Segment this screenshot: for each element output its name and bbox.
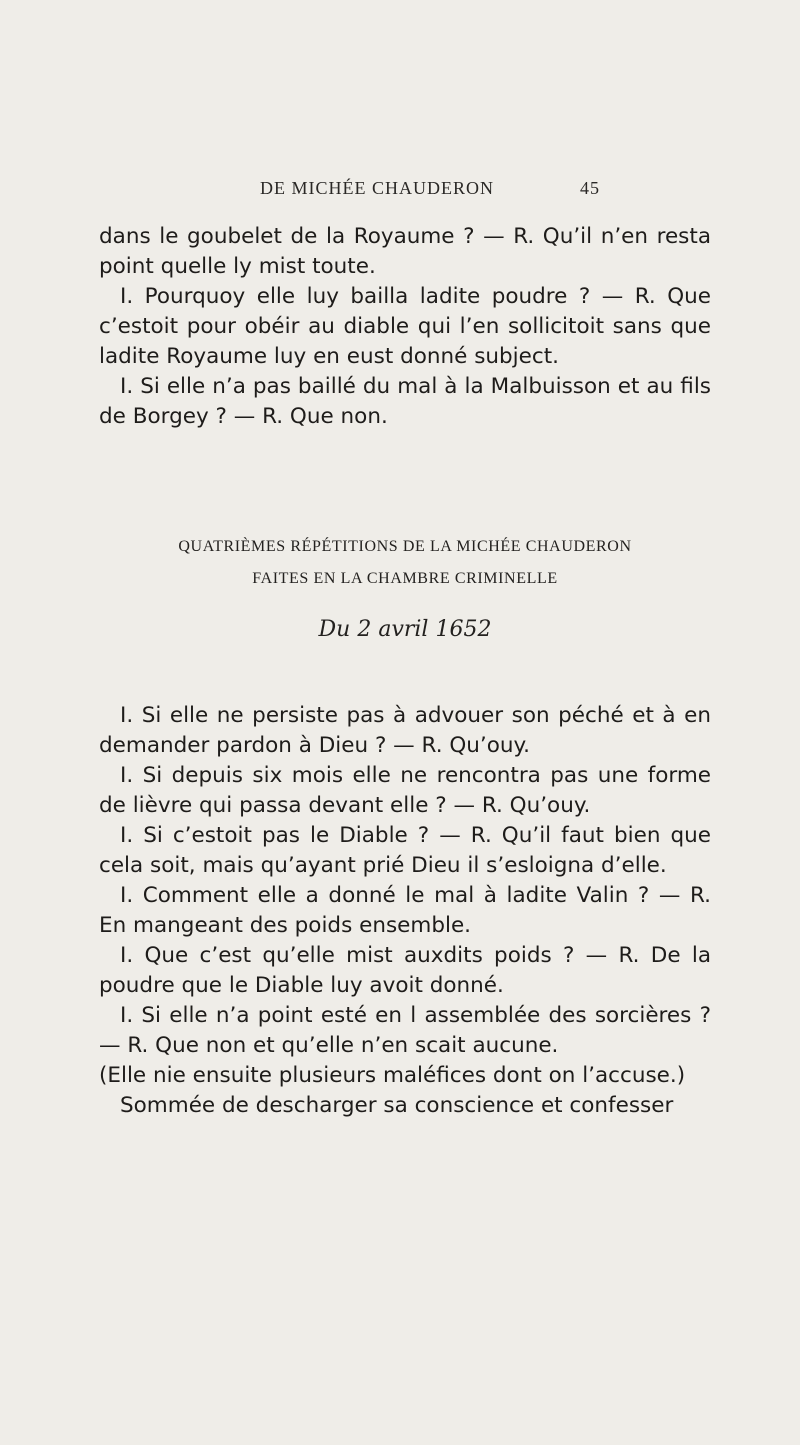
- running-title: DE MICHÉE CHAUDERON: [260, 178, 494, 198]
- text-block-bottom: [99, 701, 711, 1121]
- paragraph: I. Pourquoy elle luy bailla ladite poudre ? — R. Que c’estoit pour obéir au diable qui l’en sollicitoit sans que ladite Royaume luy en eust donné subject.: [99, 284, 711, 369]
- paragraph: (Elle nie ensuite plusieurs maléfices dont on l’accuse.): [99, 1063, 686, 1088]
- page-number: 45: [580, 178, 600, 198]
- text-block-top: [99, 222, 711, 432]
- paragraph: I. Comment elle a donné le mal à ladite Valin ? — R. En mangeant des poids ensemble.: [99, 883, 711, 938]
- section-heading: [99, 537, 711, 642]
- paragraph: I. Si elle n’a pas baillé du mal à la Malbuisson et au fils de Borgey ? — R. Que non.: [99, 374, 711, 429]
- paragraph: I. Si c’estoit pas le Diable ? — R. Qu’il faut bien que cela soit, mais qu’ayant prié Dieu il s’esloigna d’elle.: [99, 823, 711, 878]
- heading-line-1: QUATRIÈMES RÉPÉTITIONS DE LA MICHÉE CHAUDERON: [178, 538, 632, 555]
- paragraph: dans le goubelet de la Royaume ? — R. Qu’il n’en resta point quelle ly mist toute.: [99, 224, 711, 279]
- paragraph: I. Si depuis six mois elle ne rencontra pas une forme de lièvre qui passa devant elle ? — R. Qu’ouy.: [99, 763, 711, 818]
- paragraph: I. Que c’est qu’elle mist auxdits poids ? — R. De la poudre que le Diable luy avoit donné.: [99, 943, 711, 998]
- heading-line-2: FAITES EN LA CHAMBRE CRIMINELLE: [252, 570, 558, 587]
- paragraph: I. Si elle n’a point esté en l assemblée des sorcières ? — R. Que non et qu’elle n’en scait aucune.: [99, 1003, 711, 1058]
- heading-date: Du 2 avril 1652: [318, 617, 492, 642]
- paragraph: I. Si elle ne persiste pas à advouer son péché et à en demander pardon à Dieu ? — R. Qu’ouy.: [99, 703, 711, 758]
- paragraph: Sommée de descharger sa conscience et confesser: [120, 1093, 674, 1118]
